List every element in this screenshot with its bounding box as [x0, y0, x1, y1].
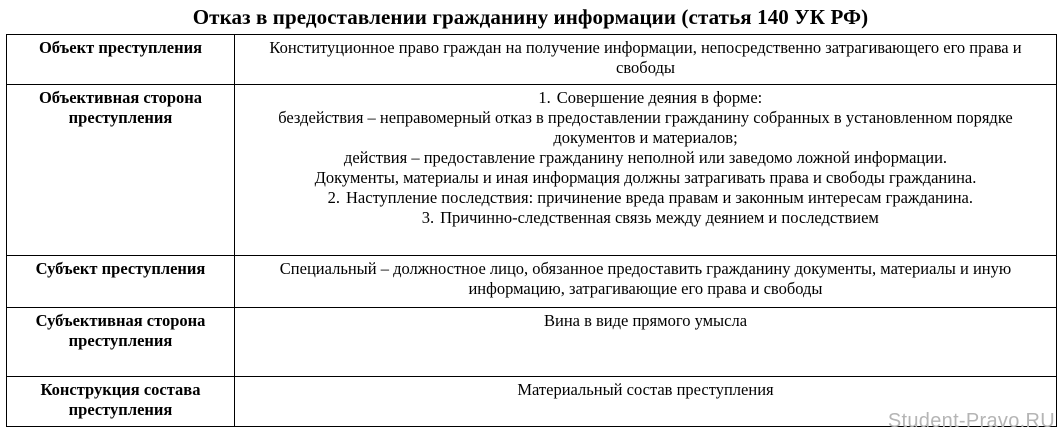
- objective-item-2: [241, 188, 1050, 208]
- objective-item-3-text: Причинно-следственная связь между деянием и последствием: [440, 208, 879, 227]
- objective-item-2-number: 2.: [327, 188, 340, 207]
- objective-action-text: действия – предоставление гражданину неполной или заведомо ложной информации.: [343, 148, 948, 167]
- watermark: Student-Pravo.RU: [887, 410, 1055, 432]
- objective-item-1-number: 1.: [538, 88, 551, 107]
- page-title: Отказ в предоставлении гражданину информации (статья 140 УК РФ): [192, 5, 869, 29]
- row-label-subjective-side: Субъективная сторона преступления: [7, 308, 235, 377]
- objective-inaction-text: бездействия – неправомерный отказ в предоставлении гражданину собранных в установленном порядке документов и материалов;: [278, 108, 1013, 147]
- table-row-subject: [7, 256, 1057, 308]
- objective-item-1-text: Совершение деяния в форме:: [556, 88, 763, 107]
- row-content-subject: Специальный – должностное лицо, обязанное предоставить гражданину документы, материалы и иную информацию, затрагивающие его права и свободы: [235, 256, 1057, 308]
- row-content-object: Конституционное право граждан на получение информации, непосредственно затрагивающего его права и свободы: [235, 35, 1057, 85]
- row-label-subject: Субъект преступления: [7, 256, 235, 308]
- objective-item-1: [241, 88, 1050, 108]
- objective-item-3-number: 3.: [421, 208, 435, 227]
- objective-item-2-text: Наступление последствия: причинение вреда правам и законным интересам гражданина.: [346, 188, 973, 207]
- objective-item-3: [241, 208, 1050, 228]
- row-label-object: Объект преступления: [7, 35, 235, 85]
- crime-elements-table: [6, 34, 1057, 427]
- row-label-construction: Конструкция состава преступления: [7, 377, 235, 427]
- row-content-subjective-side: Вина в виде прямого умысла: [235, 308, 1057, 377]
- row-content-construction: Материальный состав преступления: [235, 377, 1057, 427]
- table-row-objective-side: [7, 85, 1057, 256]
- table-row-object: [7, 35, 1057, 85]
- objective-docs-note: Документы, материалы и иная информация должны затрагивать права и свободы гражданина.: [314, 168, 977, 187]
- row-content-objective-side: [235, 85, 1057, 256]
- table-row-subjective-side: [7, 308, 1057, 377]
- row-label-objective-side: Объективная сторона преступления: [7, 85, 235, 256]
